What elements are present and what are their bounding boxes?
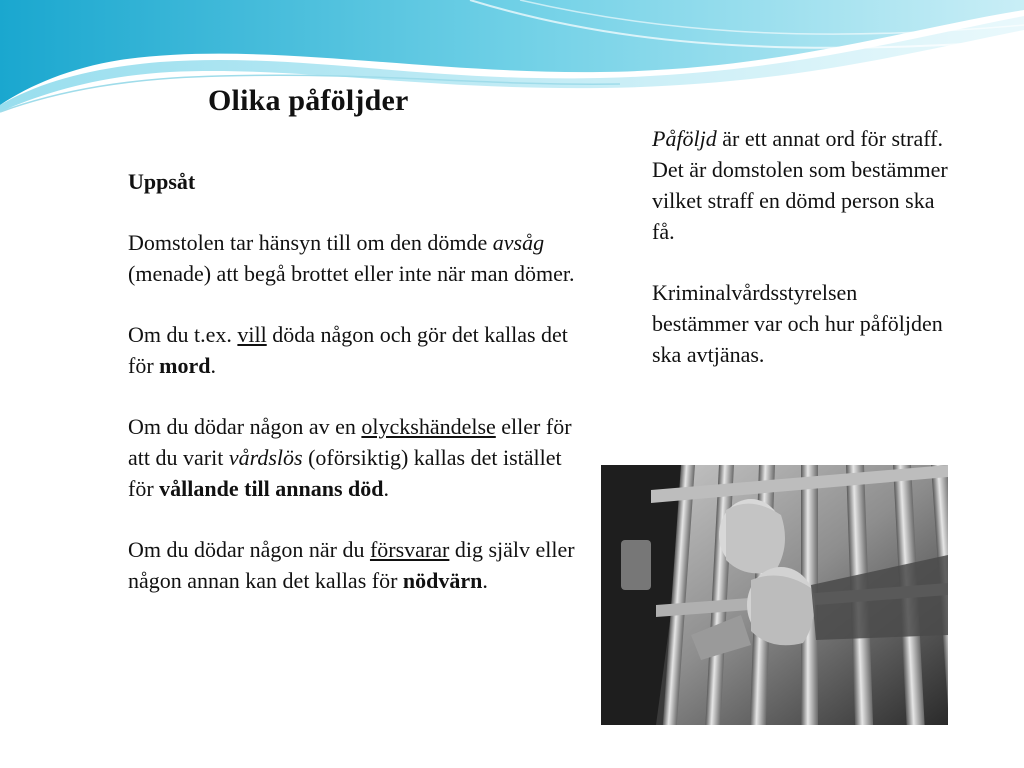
text-span: dig själv eller någon annan kan det kallas för <box>128 537 575 593</box>
header-wave-decoration <box>0 0 1024 130</box>
prison-bars-hands-icon <box>601 465 948 725</box>
heading-uppsat-text: Uppsåt <box>128 169 196 194</box>
bold-nodvarn: nödvärn <box>402 568 483 593</box>
right-text-column <box>652 123 952 400</box>
paragraph-avsag <box>128 227 578 289</box>
text-span: är ett annat ord för straff. Det är domstolen som bestämmer vilket straff en dömd person ska få. <box>652 126 948 244</box>
bold-vallande: vållande till annans död <box>159 476 384 501</box>
paragraph-kriminalvard: Kriminalvårdsstyrelsen bestämmer var och hur påföljden ska avtjänas. <box>652 280 943 367</box>
underline-vill: vill <box>237 322 267 347</box>
text-span: döda någon och gör det kallas det för <box>128 322 568 378</box>
text-span: . <box>210 353 216 378</box>
paragraph-vallande <box>128 411 578 504</box>
text-span: Domstolen tar hänsyn till om den dömde <box>128 230 493 255</box>
text-span: (oförsiktig) kallas det istället för <box>128 445 562 501</box>
emphasis-pafoljd: Påföljd <box>652 126 717 151</box>
bold-mord: mord <box>159 353 211 378</box>
text-span: eller för att du varit <box>128 414 572 470</box>
left-text-column <box>128 166 578 626</box>
prison-bars-photo <box>601 465 948 725</box>
text-span: . <box>482 568 488 593</box>
text-span: (menade) att begå brottet eller inte när man dömer. <box>128 261 575 286</box>
underline-olyckshandelse: olyckshändelse <box>361 414 496 439</box>
underline-forsvarar: försvarar <box>369 537 450 562</box>
emphasis-vardslos: vårdslös <box>228 445 303 470</box>
text-span: . <box>383 476 390 501</box>
emphasis-avsag: avsåg <box>492 230 545 255</box>
text-span: Om du dödar någon av en <box>128 414 362 439</box>
heading-uppsat <box>128 166 578 197</box>
text-span: Om du t.ex. <box>128 322 238 347</box>
slide-title: Olika påföljder <box>208 84 409 117</box>
text-span: Om du dödar någon när du <box>128 537 370 562</box>
paragraph-nodvarn <box>128 534 578 596</box>
paragraph-pafoljd <box>652 123 952 247</box>
paragraph-mord <box>128 319 578 381</box>
